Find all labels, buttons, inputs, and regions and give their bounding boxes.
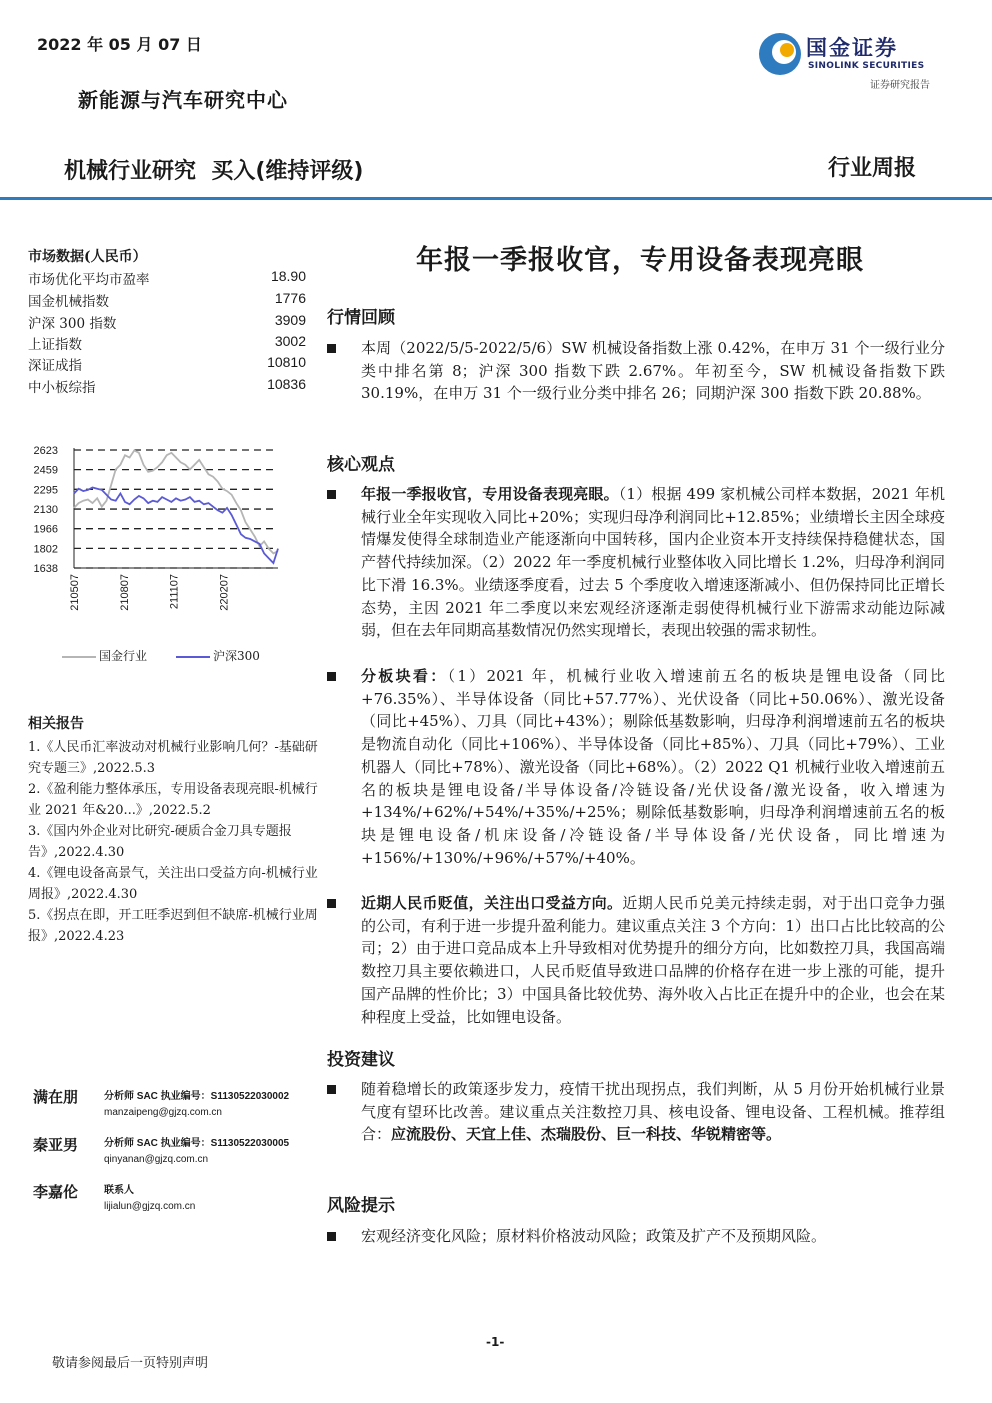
research-center: 新能源与汽车研究中心	[78, 88, 288, 112]
report-title: 年报一季报收官，专用设备表现亮眼	[416, 245, 864, 276]
author-name: 李嘉伦	[33, 1183, 79, 1201]
core-view-1	[361, 483, 945, 642]
logo-subtitle: 证券研究报告	[870, 80, 930, 91]
y-tick-label: 1802	[33, 543, 58, 556]
core-view-3-lead: 近期人民币贬值，关注出口受益方向。	[361, 894, 623, 912]
core-view-3-body: 近期人民币兑美元持续走弱，对于出口竞争力强的公司，有利于进一步提升盈利能力。建议重点关注 3 个方向：1）出口占比比较高的公司；2）由于进口竞品成本上升导致相对优势提升的细分方向，比如数控刀具，我国高端数控刀具主要依赖进口，人民币贬值导致进口品牌的价格存在进一步上涨的可能，提升国产品牌的性价比；3）中国具备比较优势、海外收入占比正在提升中的企业，也会在某种程度上受益，比如锂电设备。	[361, 894, 945, 1026]
core-view-2	[361, 665, 945, 869]
page-number: -1-	[486, 1335, 505, 1349]
author-info	[104, 1183, 195, 1215]
bullet-icon	[327, 672, 336, 681]
author-name: 秦亚男	[33, 1136, 79, 1154]
header-divider	[0, 197, 992, 200]
bullet-icon	[327, 899, 336, 908]
y-tick-label: 2295	[33, 484, 58, 497]
report-type: 行业周报	[828, 155, 917, 181]
author-email[interactable]: qinyanan@gjzq.com.cn	[104, 1154, 209, 1165]
legend-hs300	[176, 647, 260, 664]
core-view-2-body: （1）2021 年，机械行业收入增速前五名的板块是锂电设备（同比+76.35%）、半导体设备（同比+57.77%）、光伏设备（同比+50.06%）、激光设备（同比+45%）、刀具（同比+43%）；剔除低基数影响，归母净利润增速前五名的板块是物流自动化（同比+106%）、半导体设备（同比+85%）、刀具（同比+79%）、工业机器人（同比+78%）、激光设备（同比+68%）。（2）2022 Q1 机械行业收入增速前五名的板块是锂电设备/半导体设备/冷链设备/光伏设备/激光设备，收入增速为+134%/+62%/+54%/+35%/+25%；剔除低基数影响，归母净利润增速前五名的板块是锂电设备/机床设备/冷链设备/半导体设备/光伏设备，同比增速为+156%/+130%/+96%/+57%/+40%。	[361, 667, 945, 867]
author-name: 满在朋	[33, 1088, 79, 1106]
y-tick-label: 1638	[33, 563, 58, 575]
market-row	[28, 333, 306, 353]
footer-disclaimer: 敬请参阅最后一页特别声明	[52, 1356, 209, 1371]
investment-advice-body: 随着稳增长的政策逐步发力，疫情干扰出现拐点，我们判断，从 5 月份开始机械行业景气度有望环比改善。建议重点关注数控刀具、核电设备、锂电设备、工程机械。推荐组合：	[361, 1080, 945, 1144]
core-view-1-body: （1）根据 499 家机械公司样本数据，2021 年机械行业全年实现收入同比+20%；实现归母净利润同比+12.85%；业绩增长主因全球疫情爆发使得全球制造业产能逐渐向中国转移，国内企业资本开支持续保持稳健状态，国产替代持续加深。（2）2022 年一季度机械行业整体收入同比增长 1.2%，归母净利润同比下滑 16.3%。业绩逐季度看，过去 5 个季度收入增速逐渐减小、但仍保持同比正增长态势，主因 2021 年二季度以来宏观经济逐渐走弱使得机械行业下游需求动能边际减弱，但在去年同期高基数情况仍然实现增长，表现出较强的需求韧性。	[361, 485, 945, 640]
report-date: 2022 年 05 月 07 日	[37, 35, 202, 54]
logo-name: 国金证券	[806, 36, 898, 60]
x-tick-label: 210507	[69, 574, 81, 611]
core-view-1-lead: 年报一季报收官，专用设备表现亮眼。	[361, 485, 619, 503]
author-email[interactable]: lijialun@gjzq.com.cn	[104, 1201, 196, 1212]
related-title: 相关报告	[28, 716, 84, 732]
legend-label: 国金行业	[99, 649, 148, 663]
related-item[interactable]: 1.《人民币汇率波动对机械行业影响几何？-基础研究专题三》,2022.5.3	[28, 740, 318, 776]
bullet-icon	[327, 344, 336, 353]
related-item[interactable]: 2.《盈利能力整体承压，专用设备表现亮眼-机械行业 2021 年&20...》,2022.5.2	[28, 782, 318, 818]
logo-icon	[756, 30, 804, 78]
market-row-value: 3002	[274, 333, 306, 349]
market-row-value: 3909	[274, 312, 306, 328]
section-core-views: 核心观点	[327, 455, 395, 475]
related-item[interactable]: 5.《拐点在即，开工旺季迟到但不缺席-机械行业周报》,2022.4.23	[28, 908, 318, 944]
risk-text: 宏观经济变化风险；原材料价格波动风险；政策及扩产不及预期风险。	[361, 1227, 827, 1245]
section-investment-advice: 投资建议	[327, 1050, 395, 1070]
market-row-value: 10836	[267, 376, 306, 392]
section-risk: 风险提示	[327, 1196, 395, 1216]
y-tick-label: 2459	[33, 464, 58, 477]
bullet-icon	[327, 1085, 336, 1094]
market-row-label: 深证成指	[28, 358, 82, 374]
y-tick-label: 1966	[33, 523, 58, 536]
bullet-icon	[327, 490, 336, 499]
x-tick-label: 220207	[218, 574, 231, 611]
legend-swatch	[62, 656, 96, 658]
index-line-chart	[26, 440, 286, 630]
market-row	[28, 290, 306, 310]
author-info	[104, 1136, 289, 1168]
author-info	[104, 1089, 289, 1121]
author-role: 联系人	[104, 1185, 134, 1196]
investment-advice-text	[361, 1078, 945, 1146]
industry-rating: 机械行业研究 买入(维持评级)	[64, 159, 364, 184]
market-row	[28, 312, 306, 332]
author-email[interactable]: manzaipeng@gjzq.com.cn	[104, 1107, 222, 1118]
author-role: 分析师 SAC 执业编号：S1130522030002	[104, 1091, 290, 1102]
core-view-3	[361, 892, 945, 1028]
market-row-value: 1776	[274, 290, 306, 306]
market-row-label: 市场优化平均市盈率	[28, 272, 150, 288]
market-row-label: 中小板综指	[28, 380, 96, 396]
x-tick-label: 211107	[168, 574, 181, 610]
market-row-value: 18.90	[270, 268, 306, 284]
market-row	[28, 376, 306, 396]
author-role: 分析师 SAC 执业编号：S1130522030005	[104, 1138, 290, 1149]
logo-en: SINOLINK SECURITIES	[808, 61, 925, 71]
section-market-review: 行情回顾	[327, 308, 395, 328]
market-row-value: 10810	[267, 354, 306, 370]
legend-label: 沪深300	[213, 649, 260, 663]
y-tick-label: 2623	[33, 445, 58, 457]
x-tick-label: 210807	[118, 574, 131, 611]
market-row-label: 上证指数	[28, 337, 82, 353]
market-row-label: 国金机械指数	[28, 294, 109, 310]
legend-swatch	[176, 656, 210, 658]
market-data-title: 市场数据(人民币）	[28, 249, 147, 265]
related-item[interactable]: 4.《锂电设备高景气，关注出口受益方向-机械行业周报》,2022.4.30	[28, 866, 318, 902]
y-tick-label: 2130	[33, 504, 58, 517]
market-row	[28, 268, 306, 288]
core-view-2-lead: 分板块看：	[361, 667, 448, 685]
recommended-stocks: 应流股份、天宜上佳、杰瑞股份、巨一科技、华锐精密等。	[391, 1125, 782, 1144]
market-review-text: 本周（2022/5/5-2022/5/6）SW 机械设备指数上涨 0.42%，在申万 31 个一级行业分类中排名第 8；沪深 300 指数下跌 2.67%。年初至今，SW 机械设备指数下跌 30.19%，在申万 31 个一级行业分类中排名 26；同期沪深 300 指数下跌 20.88%。	[361, 339, 945, 403]
related-item[interactable]: 3.《国内外企业对比研究-硬质合金刀具专题报告》,2022.4.30	[28, 824, 292, 860]
market-row	[28, 354, 306, 374]
market-row-label: 沪深 300 指数	[28, 316, 117, 332]
legend-guojin	[62, 647, 147, 664]
bullet-icon	[327, 1232, 336, 1241]
